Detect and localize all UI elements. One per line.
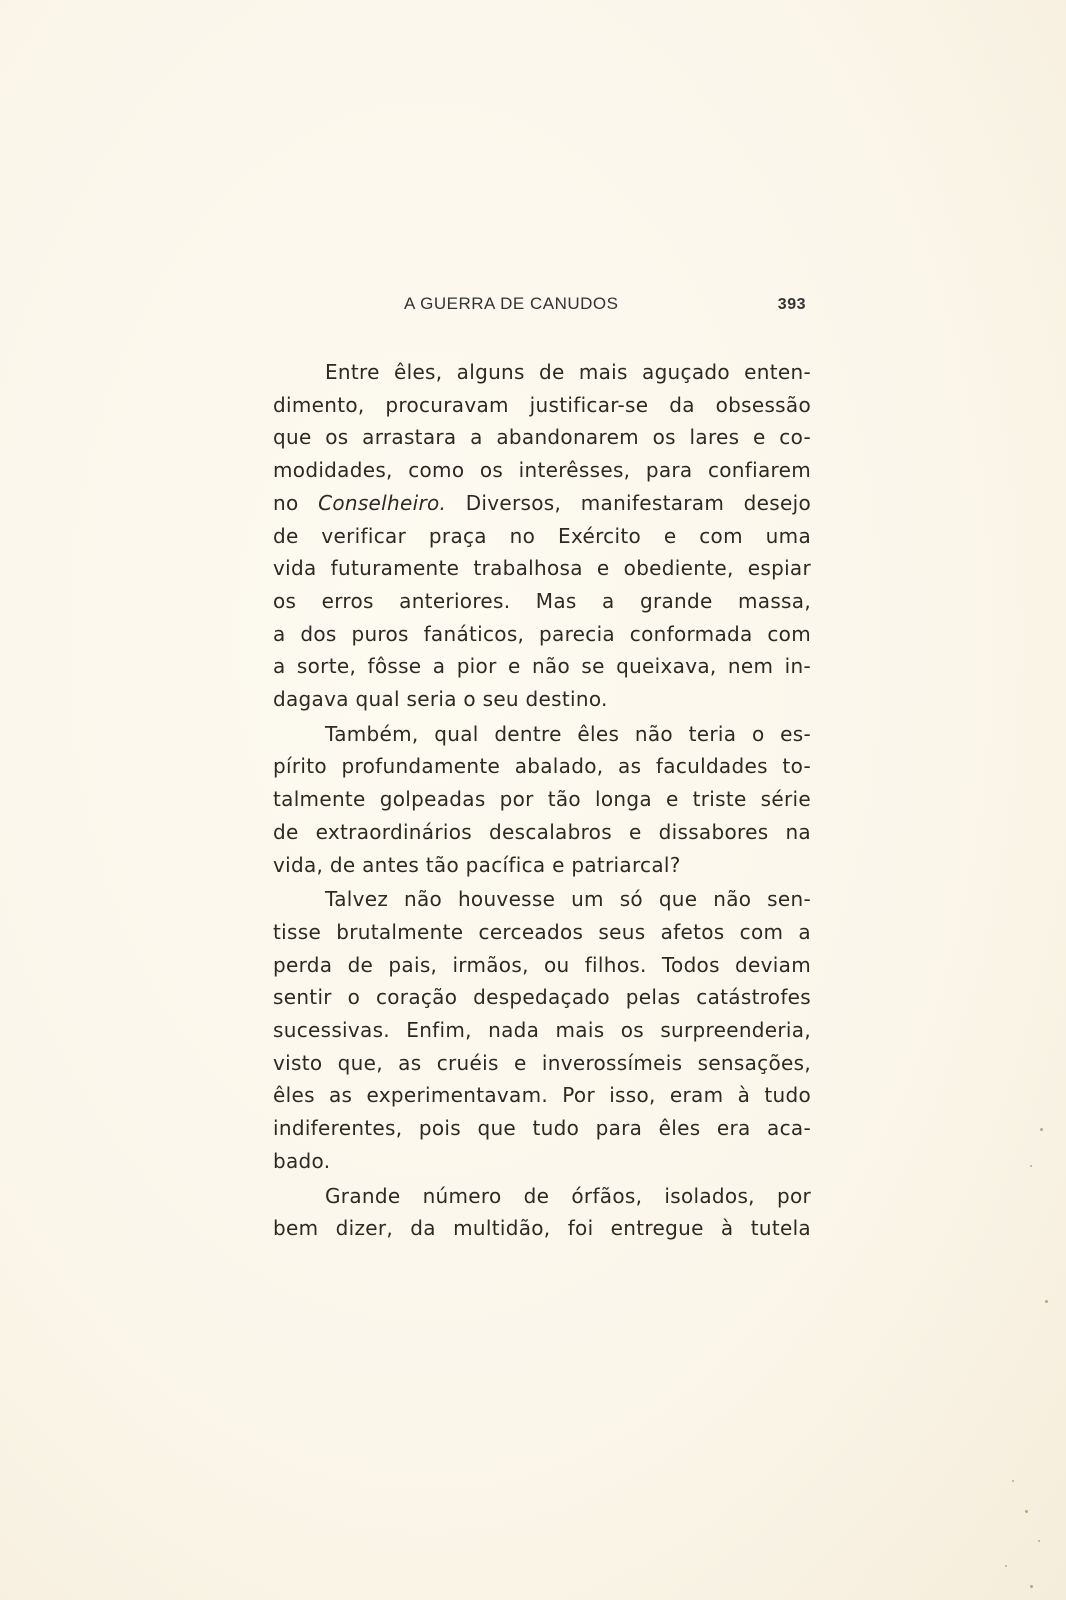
text-line: vida futuramente trabalhosa e obediente, espiar	[273, 556, 811, 581]
text-line: perda de pais, irmãos, ou filhos. Todos deviam	[273, 952, 811, 977]
paragraph-2	[273, 718, 811, 882]
foxing-speck	[1005, 1565, 1007, 1567]
text-line: dagava qual seria o seu destino.	[273, 687, 608, 712]
foxing-speck	[1030, 1165, 1032, 1167]
text-line: sucessivas. Enfim, nada mais os surpreenderia,	[273, 1018, 811, 1043]
body-text	[273, 356, 811, 1245]
text-line: de verificar praça no Exército e com uma	[273, 523, 811, 548]
text-line: vida, de antes tão pacífica e patriarcal?	[273, 852, 681, 877]
foxing-speck	[1012, 1480, 1014, 1482]
running-title: A GUERRA DE CANUDOS	[404, 294, 619, 313]
foxing-speck	[1030, 1585, 1033, 1588]
text-line: que os arrastara a abandonarem os lares e co-	[273, 425, 811, 450]
text-line: êles as experimentavam. Por isso, eram à tudo	[273, 1083, 811, 1108]
running-head	[404, 294, 828, 322]
text-line: indiferentes, pois que tudo para êles era aca-	[273, 1116, 811, 1141]
text-line: tisse brutalmente cerceados seus afetos com a	[273, 919, 811, 944]
text-line: modidades, como os interêsses, para confiarem	[273, 458, 811, 483]
text-line: de extraordinários descalabros e dissabores na	[273, 819, 811, 844]
text-line: talmente golpeadas por tão longa e triste série	[273, 787, 811, 812]
italic-term: Conselheiro.	[318, 490, 447, 515]
text-line: bado.	[273, 1148, 331, 1173]
paragraph-3	[273, 883, 811, 1177]
foxing-speck	[1045, 1300, 1048, 1303]
text-line: bem dizer, da multidão, foi entregue à tutela	[273, 1216, 811, 1241]
paragraph-4	[273, 1180, 811, 1245]
text-line: Entre êles, alguns de mais aguçado enten-	[325, 360, 811, 384]
page-number: 393	[777, 296, 806, 313]
text-line: a dos puros fanáticos, parecia conformada com	[273, 621, 811, 646]
text-line: Talvez não houvesse um só que não sen-	[325, 887, 811, 912]
paragraph-1	[273, 356, 811, 716]
text-line: visto que, as cruéis e inverossímeis sensações,	[273, 1050, 811, 1075]
text-line: no Conselheiro. Diversos, manifestaram desejo	[273, 490, 811, 515]
text-line: dimento, procuravam justificar-se da obsessão	[273, 392, 811, 417]
text-line: sentir o coração despedaçado pelas catástrofes	[273, 985, 811, 1010]
text-line: pírito profundamente abalado, as faculdades to-	[273, 754, 811, 779]
text-line: a sorte, fôsse a pior e não se queixava, nem in-	[273, 654, 811, 679]
foxing-speck	[1038, 1540, 1040, 1542]
text-line: os erros anteriores. Mas a grande massa,	[273, 588, 811, 613]
text-line: Grande número de órfãos, isolados, por	[325, 1183, 811, 1208]
text-line: Também, qual dentre êles não teria o es-	[325, 721, 811, 746]
foxing-speck	[1025, 1510, 1028, 1513]
foxing-speck	[1040, 1128, 1043, 1131]
